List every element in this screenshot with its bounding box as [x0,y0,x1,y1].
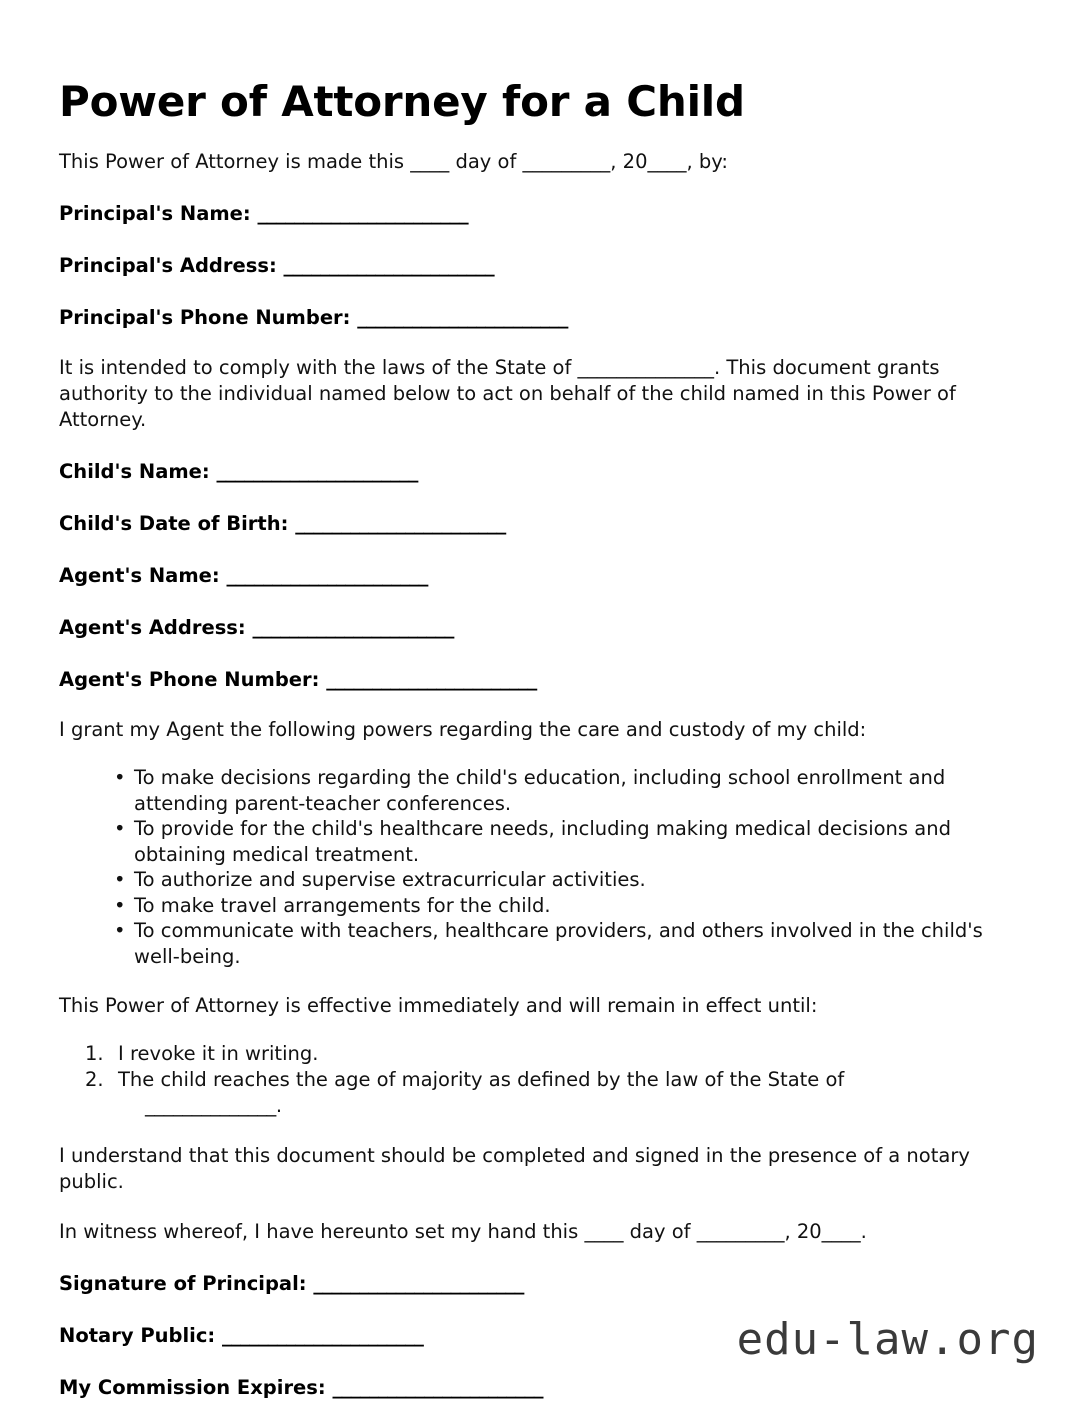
list-item-text: I revoke it in writing. [118,1042,319,1066]
field-blank[interactable]: _______________________ [295,512,506,536]
list-item: • To authorize and supervise extracurricular activities. [114,867,1001,893]
notary-paragraph: I understand that this document should be completed and signed in the presence of a notary public. [59,1144,970,1194]
list-item: • To make travel arrangements for the child. [114,893,1001,919]
compliance-paragraph: It is intended to comply with the laws of the State of ______________. This document grants authority to the individual named below to act on behalf of the child named in this Power of Attorney. [59,356,956,432]
powers-intro-paragraph: I grant my Agent the following powers regarding the care and custody of my child: [59,718,867,742]
document-content [59,78,1001,1401]
state-blank[interactable]: ______________. [145,1094,282,1118]
field-blank[interactable]: ______________________ [252,616,454,640]
field-principal-name [59,201,1001,227]
field-signature-principal [59,1271,1001,1297]
list-item: • To make decisions regarding the child's education, including school enrollment and attending parent-teacher conferences. [114,765,1001,816]
field-principal-address [59,253,1001,279]
field-blank[interactable]: _______________________ [257,202,468,226]
field-label: Signature of Principal: [59,1272,307,1296]
field-blank[interactable]: _______________________ [326,668,537,692]
intro-paragraph: This Power of Attorney is made this ____ day of _________, 20____, by: [59,150,728,174]
list-item: • To communicate with teachers, healthcare providers, and others involved in the child's well-being. [114,918,1001,969]
list-item [85,1067,1001,1119]
field-label: Principal's Phone Number: [59,306,351,330]
powers-list [59,765,1001,969]
field-label: Notary Public: [59,1324,216,1348]
field-label: Principal's Name: [59,202,251,226]
list-item-text: The child reaches the age of majority as defined by the law of the State of [118,1068,845,1092]
field-blank[interactable]: _______________________ [283,254,494,278]
field-commission-expires [59,1375,1001,1401]
list-item: • To provide for the child's healthcare needs, including making medical decisions and obtaining medical treatment. [114,816,1001,867]
site-watermark: edu-law.org [736,1314,1039,1365]
page-title: Power of Attorney for a Child [59,77,745,126]
field-label: Principal's Address: [59,254,277,278]
field-label: Child's Name: [59,460,210,484]
field-label: Child's Date of Birth: [59,512,289,536]
field-child-name [59,459,1001,485]
field-blank[interactable]: _______________________ [332,1376,543,1400]
effective-intro-paragraph: This Power of Attorney is effective immediately and will remain in effect until: [59,994,818,1018]
field-agent-name [59,563,1001,589]
list-item [85,1041,1001,1067]
witness-paragraph: In witness whereof, I have hereunto set my hand this ____ day of _________, 20____. [59,1220,867,1244]
field-blank[interactable]: _______________________ [313,1272,524,1296]
field-blank[interactable]: ______________________ [226,564,428,588]
field-label: Agent's Name: [59,564,220,588]
field-child-dob [59,511,1001,537]
field-blank[interactable]: ______________________ [216,460,418,484]
field-label: Agent's Address: [59,616,246,640]
field-label: Agent's Phone Number: [59,668,320,692]
field-agent-phone [59,667,1001,693]
field-blank[interactable]: _______________________ [357,306,568,330]
termination-list [59,1041,1001,1119]
field-label: My Commission Expires: [59,1376,326,1400]
field-blank[interactable]: ______________________ [221,1324,424,1348]
field-principal-phone [59,305,1001,331]
field-agent-address [59,615,1001,641]
